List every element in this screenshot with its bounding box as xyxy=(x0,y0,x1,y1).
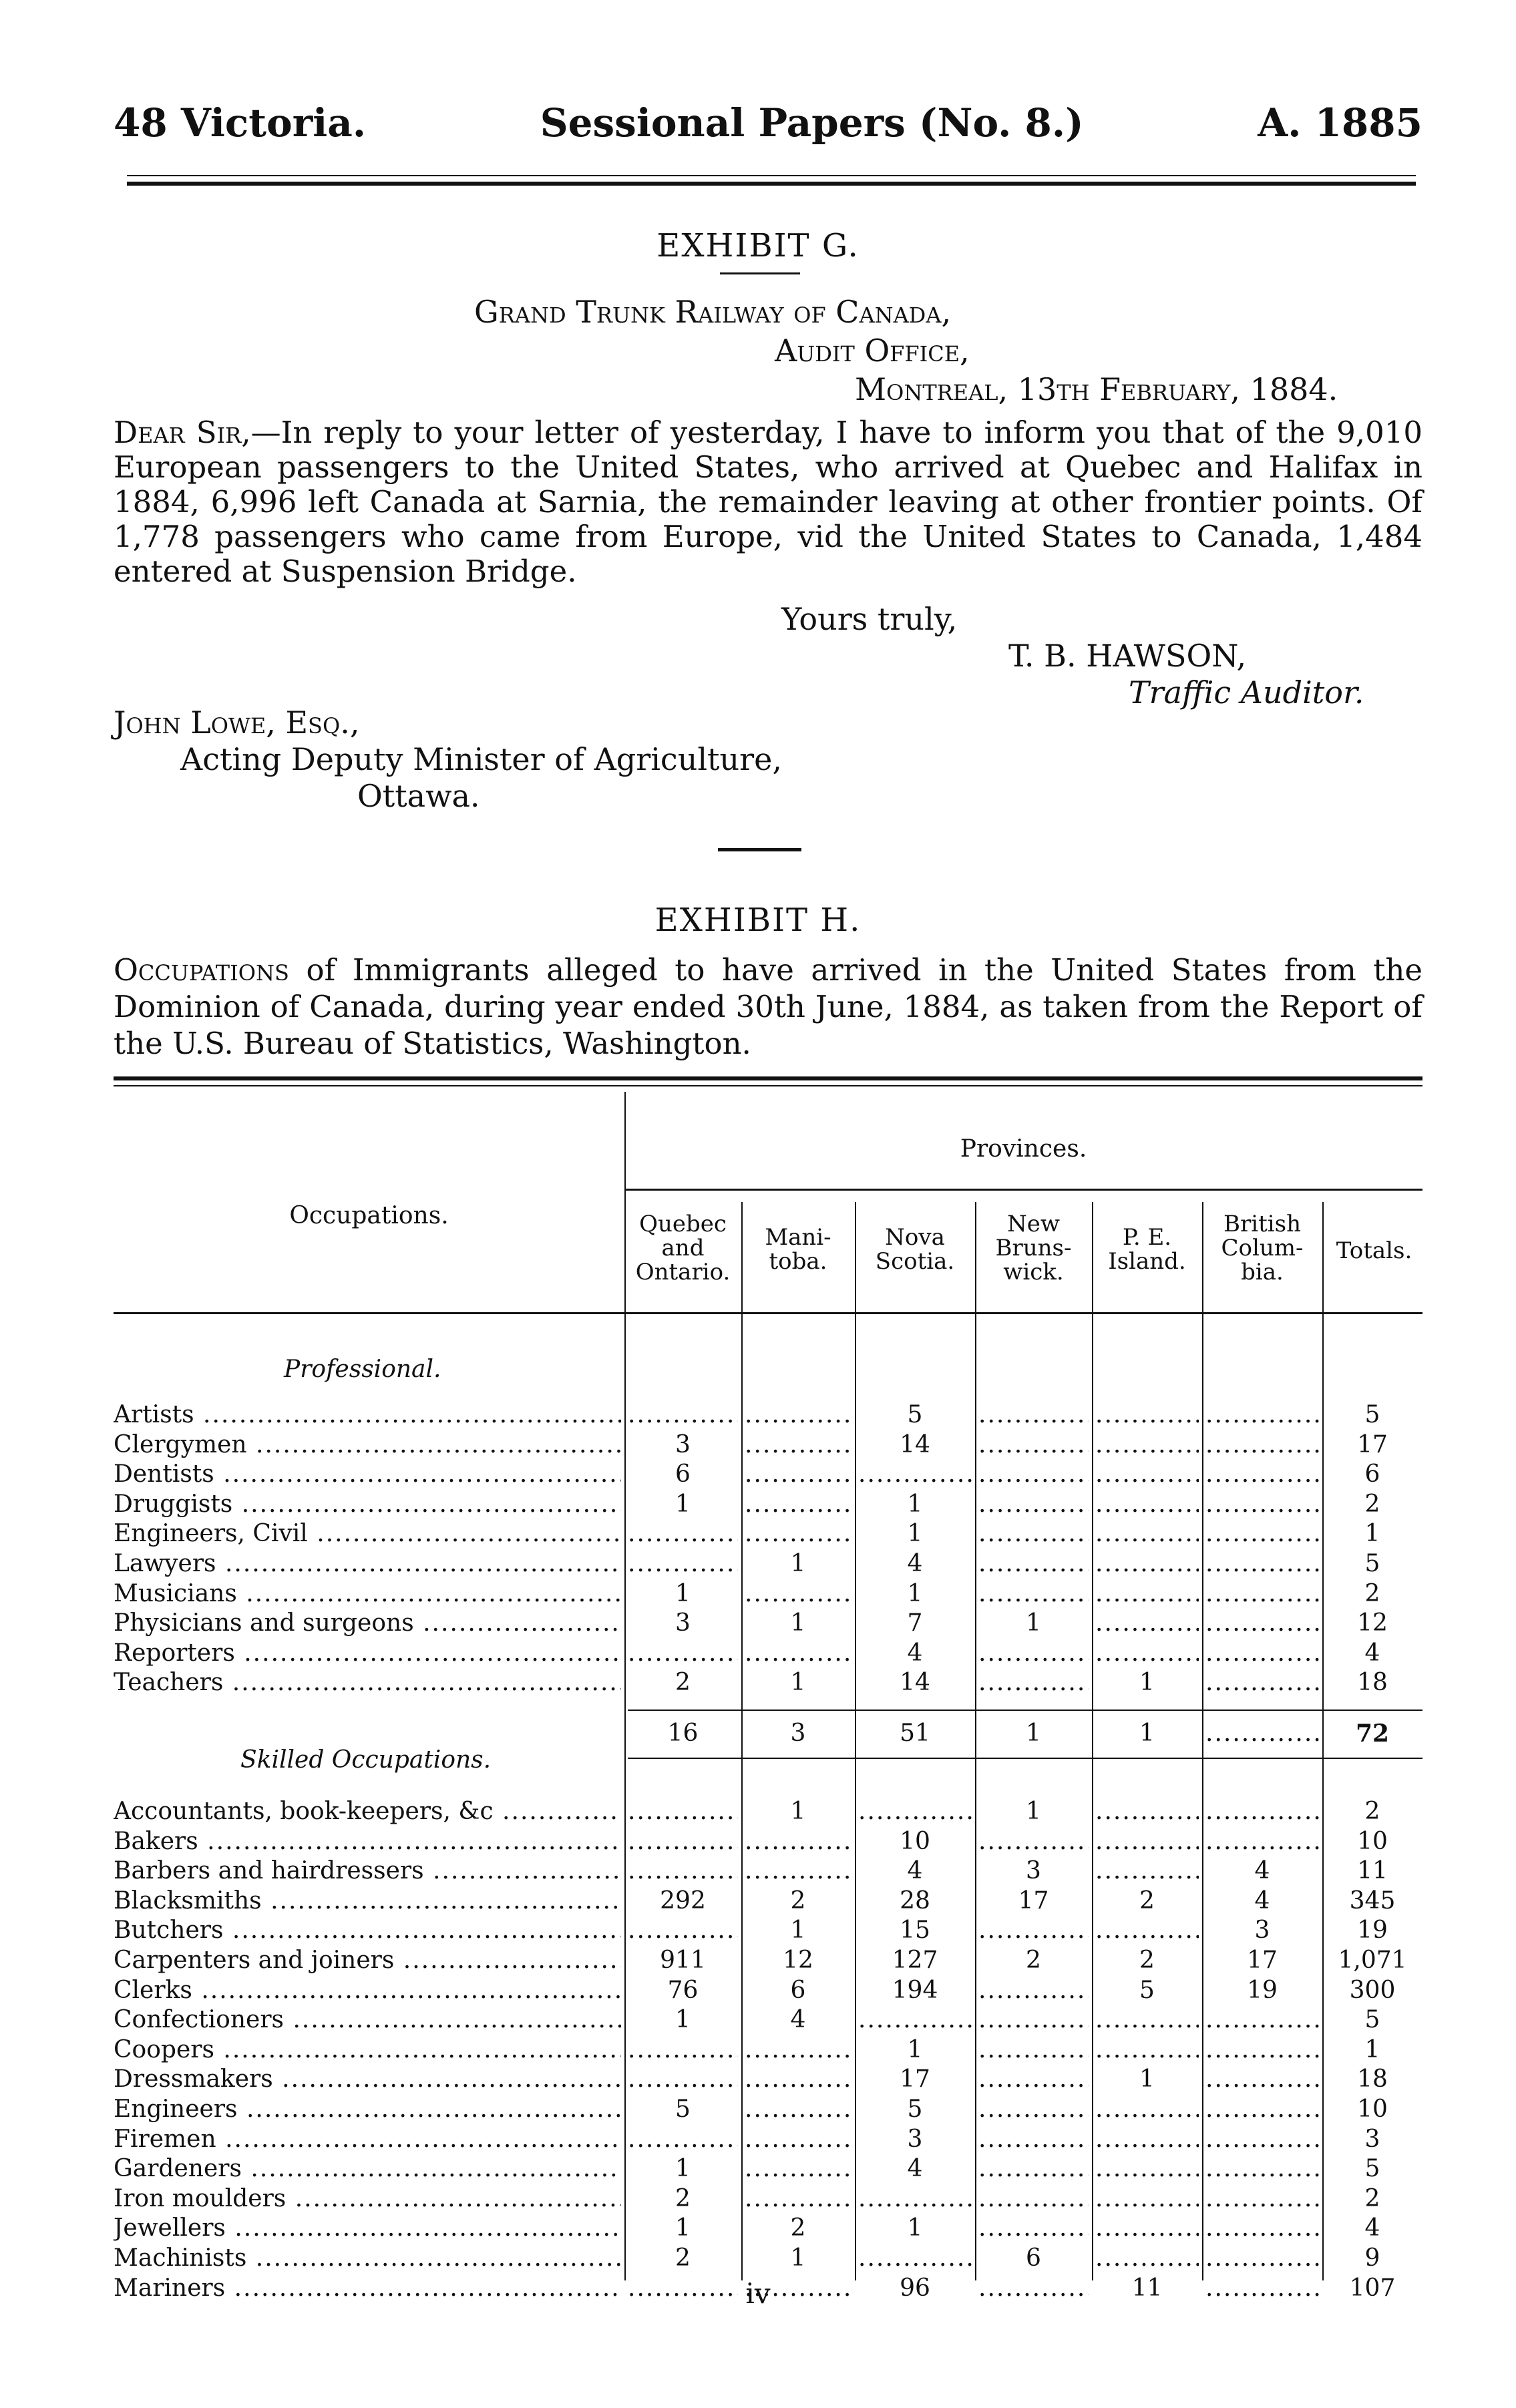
subtotal-cell: 16 xyxy=(667,1720,699,1747)
value-cell xyxy=(628,2036,738,2063)
table-row xyxy=(114,2095,1423,2125)
table-top-rule xyxy=(114,1076,1423,1080)
subtotal-row xyxy=(114,1720,1423,1749)
total-cell: 6 xyxy=(1364,1460,1380,1488)
value-cell xyxy=(628,1639,738,1667)
total-cell: 1,071 xyxy=(1338,1947,1407,1974)
table-row xyxy=(114,2126,1423,2155)
total-cell: 5 xyxy=(1364,2155,1380,2183)
subtotal-cell: 3 xyxy=(790,1720,806,1747)
value-cell xyxy=(1205,2185,1319,2212)
value-cell xyxy=(1205,1460,1319,1488)
value-cell: 3 xyxy=(675,1609,691,1637)
value-cell: 5 xyxy=(1139,1976,1155,2004)
value-cell xyxy=(978,2065,1089,2093)
letter-addressee-place: Ottawa. xyxy=(357,778,480,814)
letter-closing: Yours truly, xyxy=(781,601,958,637)
value-cell: 6 xyxy=(675,1460,691,1488)
value-cell xyxy=(745,1857,851,1884)
value-cell xyxy=(628,2065,738,2093)
occupation-name: Firemen ..... xyxy=(114,2126,621,2153)
letter-addressee-title: Acting Deputy Minister of Agriculture, xyxy=(180,741,782,777)
table-row xyxy=(114,1520,1423,1549)
value-cell: 5 xyxy=(907,2095,923,2123)
value-cell xyxy=(978,1669,1089,1696)
table-row xyxy=(114,1550,1423,1579)
occupation-name: Confectioners ..... xyxy=(114,2006,621,2033)
occupation-name: Machinists ..... xyxy=(114,2244,621,2272)
value-cell: 1 xyxy=(1139,1669,1155,1697)
table-row xyxy=(114,1977,1423,2006)
occupation-name: Blacksmiths ..... xyxy=(114,1887,621,1915)
value-cell xyxy=(978,1490,1089,1518)
value-cell: 2 xyxy=(790,1886,806,1915)
col-header-nova-scotia: Nova Scotia. xyxy=(875,1224,955,1275)
value-cell xyxy=(1205,1669,1319,1696)
value-cell xyxy=(1095,1917,1199,1944)
value-cell: 1 xyxy=(675,1490,691,1518)
table-row xyxy=(114,1401,1423,1430)
table-row xyxy=(114,2006,1423,2035)
occupation-name: Reporters ..... xyxy=(114,1639,621,1667)
table-row xyxy=(114,1887,1423,1917)
letter-body-text: —In reply to your letter of yesterday, I have to inform you that of the 9,010 European passengers to the United States, who arrived at Quebec and Halifax in 1884, 6,996 left Canada at Sarnia, the remainder leaving at other frontier points. Of 1,778 passengers who came from Europe, vid the United States to Canada, 1,484 entered at Suspension Bridge. xyxy=(114,415,1423,589)
value-cell xyxy=(1205,2244,1319,2272)
occupation-name: Physicians and surgeons ..... xyxy=(114,1609,621,1637)
value-cell xyxy=(978,1520,1089,1547)
total-cell: 345 xyxy=(1349,1886,1396,1915)
total-cell: 3 xyxy=(1364,2125,1380,2153)
value-cell xyxy=(978,1828,1089,1855)
total-cell: 5 xyxy=(1364,1550,1380,1577)
section-professional: Professional. xyxy=(284,1356,441,1383)
table-row xyxy=(114,1947,1423,1976)
value-cell xyxy=(1205,2126,1319,2153)
subtotal-cell: 72 xyxy=(1355,1720,1390,1748)
subtotal-cell xyxy=(1205,1720,1319,1747)
value-cell xyxy=(628,1401,738,1428)
value-cell xyxy=(978,1431,1089,1458)
value-cell xyxy=(1205,1520,1319,1547)
subtotal-cell: 1 xyxy=(1026,1720,1041,1747)
value-cell: 5 xyxy=(907,1401,923,1428)
occupation-name: Mariners ..... xyxy=(114,2274,621,2302)
value-cell xyxy=(978,1460,1089,1488)
value-cell xyxy=(1205,1639,1319,1667)
value-cell: 2 xyxy=(790,2214,806,2242)
value-cell: 2 xyxy=(1139,1947,1155,1974)
exhibit-h-title: EXHIBIT H. xyxy=(654,901,862,939)
total-cell: 10 xyxy=(1357,1827,1388,1855)
value-cell: 1 xyxy=(790,1550,806,1577)
value-cell: 4 xyxy=(1254,1886,1270,1915)
value-cell xyxy=(858,2185,972,2212)
occupation-name: Barbers and hairdressers ..... xyxy=(114,1857,621,1884)
section-divider xyxy=(718,848,801,851)
value-cell: 12 xyxy=(783,1947,813,1974)
value-cell xyxy=(978,2006,1089,2033)
total-cell: 4 xyxy=(1364,2214,1380,2242)
value-cell: 1 xyxy=(675,2006,691,2034)
value-cell xyxy=(1095,2036,1199,2063)
occupation-name: Coopers ..... xyxy=(114,2036,621,2063)
header-left: 48 Victoria. xyxy=(114,100,367,146)
subtotal-under-rule xyxy=(628,1758,1423,1759)
value-cell: 1 xyxy=(907,2035,923,2063)
occupation-name: Druggists ..... xyxy=(114,1490,621,1518)
value-cell: 1 xyxy=(1139,2065,1155,2093)
occupation-name: Musicians ..... xyxy=(114,1580,621,1607)
exhibit-h-intro-text: of Immigrants alleged to have arrived in the United States from the Dominion of Canada, during year ended 30th June, 1884, as taken from the Report of the U.S. Bureau of Statistics, Washington. xyxy=(114,952,1423,1061)
value-cell: 11 xyxy=(1131,2274,1163,2302)
col-header-manitoba: Mani-toba. xyxy=(765,1224,831,1275)
subtotal-cell: 1 xyxy=(1139,1720,1155,1747)
value-cell xyxy=(1095,2126,1199,2153)
total-cell: 1 xyxy=(1364,1520,1380,1548)
letter-sender-line2: Audit Office, xyxy=(775,333,970,369)
occupation-name: Bakers ..... xyxy=(114,1828,621,1855)
exhibit-h-intro-first: Occupations xyxy=(114,952,289,988)
value-cell: 2 xyxy=(675,1669,691,1697)
total-cell: 5 xyxy=(1364,1401,1380,1428)
total-cell: 18 xyxy=(1357,1669,1388,1697)
value-cell: 127 xyxy=(892,1947,938,1974)
value-cell xyxy=(1095,2006,1199,2033)
occupation-name: Iron moulders ..... xyxy=(114,2185,621,2212)
value-cell xyxy=(978,1401,1089,1428)
total-cell: 10 xyxy=(1357,2095,1388,2123)
total-cell: 1 xyxy=(1364,2035,1380,2063)
occupation-name: Lawyers ..... xyxy=(114,1550,621,1577)
letter-sender-line1: Grand Trunk Railway of Canada, xyxy=(474,294,952,330)
value-cell xyxy=(1095,2095,1199,2123)
table-row xyxy=(114,1431,1423,1460)
value-cell: 6 xyxy=(790,1976,806,2004)
value-cell xyxy=(1095,1550,1199,1577)
value-cell: 17 xyxy=(1018,1886,1049,1915)
value-cell xyxy=(1095,2185,1199,2212)
exhibit-h-intro xyxy=(114,952,1423,1062)
total-cell: 2 xyxy=(1364,1798,1380,1825)
value-cell: 2 xyxy=(675,2184,691,2212)
value-cell xyxy=(628,2126,738,2153)
value-cell xyxy=(978,2185,1089,2212)
table-row xyxy=(114,1917,1423,1946)
value-cell: 4 xyxy=(1254,1857,1270,1885)
table-row xyxy=(114,2185,1423,2214)
occupation-name: Clergymen ..... xyxy=(114,1431,621,1458)
value-cell: 1 xyxy=(907,1579,923,1607)
value-cell: 4 xyxy=(907,2155,923,2183)
value-cell xyxy=(1095,2214,1199,2242)
value-cell: 15 xyxy=(900,1917,930,1945)
value-cell xyxy=(628,1857,738,1884)
value-cell xyxy=(978,1550,1089,1577)
occupation-name: Jewellers ..... xyxy=(114,2214,621,2242)
value-cell xyxy=(1095,1401,1199,1428)
value-cell: 1 xyxy=(790,1798,806,1825)
col-header-bc: British Colum-bia. xyxy=(1221,1211,1304,1285)
value-cell xyxy=(745,1580,851,1607)
value-cell xyxy=(745,2126,851,2153)
table-row xyxy=(114,1639,1423,1669)
value-cell: 1 xyxy=(675,2214,691,2242)
value-cell xyxy=(1205,2036,1319,2063)
value-cell xyxy=(1205,1798,1319,1825)
header-bottom-rule xyxy=(114,1312,1423,1314)
total-cell: 17 xyxy=(1357,1430,1388,1458)
value-cell xyxy=(978,2126,1089,2153)
total-cell: 2 xyxy=(1364,2184,1380,2212)
total-cell: 2 xyxy=(1364,1490,1380,1518)
table-row xyxy=(114,2155,1423,2184)
value-cell xyxy=(745,1828,851,1855)
value-cell xyxy=(978,1639,1089,1667)
total-cell: 4 xyxy=(1364,1639,1380,1667)
occupation-name: Engineers ..... xyxy=(114,2095,621,2123)
occupation-name: Butchers ..... xyxy=(114,1917,621,1944)
value-cell xyxy=(858,2006,972,2033)
value-cell xyxy=(745,2095,851,2123)
occupation-name: Dressmakers ..... xyxy=(114,2065,621,2093)
letter-body xyxy=(114,415,1423,589)
value-cell xyxy=(1205,1580,1319,1607)
value-cell xyxy=(1095,1857,1199,1884)
value-cell: 3 xyxy=(907,2125,923,2153)
value-cell xyxy=(1205,1609,1319,1637)
value-cell: 7 xyxy=(907,1609,923,1637)
total-cell: 18 xyxy=(1357,2065,1388,2093)
value-cell: 194 xyxy=(892,1976,938,2004)
value-cell: 76 xyxy=(667,1976,699,2004)
value-cell xyxy=(1205,2006,1319,2033)
header-right: A. 1885 xyxy=(1258,100,1423,146)
occupation-name: Clerks ..... xyxy=(114,1977,621,2004)
value-cell xyxy=(1095,2244,1199,2272)
value-cell xyxy=(1095,1639,1199,1667)
total-cell: 11 xyxy=(1357,1857,1388,1885)
table-row xyxy=(114,1609,1423,1639)
value-cell: 2 xyxy=(1139,1886,1155,1915)
value-cell xyxy=(745,2185,851,2212)
value-cell xyxy=(745,1639,851,1667)
occupation-name: Artists ..... xyxy=(114,1401,621,1428)
value-cell: 1 xyxy=(907,1490,923,1518)
value-cell: 2 xyxy=(675,2244,691,2272)
running-head xyxy=(114,100,1423,154)
value-cell xyxy=(978,2214,1089,2242)
exhibit-g-title: EXHIBIT G. xyxy=(656,227,860,264)
value-cell xyxy=(858,1460,972,1488)
value-cell: 14 xyxy=(900,1430,930,1458)
table-row xyxy=(114,2214,1423,2244)
value-cell xyxy=(745,1401,851,1428)
occupations-label: Occupations. xyxy=(289,1202,449,1229)
exhibit-g-title-rule xyxy=(720,272,800,274)
total-cell: 19 xyxy=(1357,1917,1388,1945)
value-cell xyxy=(1205,1490,1319,1518)
value-cell xyxy=(1205,2065,1319,2093)
value-cell: 1 xyxy=(790,2244,806,2272)
letter-signer: T. B. HAWSON, xyxy=(1008,638,1247,674)
value-cell: 17 xyxy=(1247,1947,1278,1974)
subtotal-rule xyxy=(628,1710,1423,1711)
value-cell xyxy=(745,1460,851,1488)
table-row xyxy=(114,2244,1423,2274)
value-cell: 19 xyxy=(1247,1976,1278,2004)
value-cell xyxy=(858,2244,972,2272)
value-cell: 1 xyxy=(675,2155,691,2183)
value-cell xyxy=(1205,2214,1319,2242)
value-cell xyxy=(628,1798,738,1825)
occupation-name: Carpenters and joiners ..... xyxy=(114,1947,621,1974)
value-cell xyxy=(745,2065,851,2093)
value-cell xyxy=(978,2155,1089,2182)
table-row xyxy=(114,1828,1423,1857)
occupation-name: Accountants, book-keepers, &c ..... xyxy=(114,1798,621,1825)
table-row xyxy=(114,1460,1423,1490)
value-cell: 2 xyxy=(1026,1947,1041,1974)
provinces-rule xyxy=(624,1189,1423,1191)
value-cell xyxy=(628,1550,738,1577)
table-row xyxy=(114,2036,1423,2065)
value-cell xyxy=(1205,1431,1319,1458)
value-cell: 3 xyxy=(675,1430,691,1458)
table-row xyxy=(114,1490,1423,1520)
value-cell xyxy=(628,1917,738,1944)
occupation-name: Engineers, Civil ..... xyxy=(114,1520,621,1547)
total-cell: 9 xyxy=(1364,2244,1380,2272)
table-row xyxy=(114,1669,1423,1698)
value-cell: 1 xyxy=(790,1609,806,1637)
letter-signer-title: Traffic Auditor. xyxy=(1129,674,1364,711)
value-cell: 4 xyxy=(907,1857,923,1885)
header-rule-bottom xyxy=(127,182,1416,186)
value-cell xyxy=(858,1798,972,1825)
value-cell xyxy=(1095,1828,1199,1855)
occupation-name: Teachers ..... xyxy=(114,1669,621,1696)
table-top-rule-thin xyxy=(114,1085,1423,1086)
header-rule-top xyxy=(127,175,1416,176)
occupation-name: Gardeners ..... xyxy=(114,2155,621,2182)
header-center: Sessional Papers (No. 8.) xyxy=(540,100,1084,146)
value-cell: 28 xyxy=(900,1886,930,1915)
subtotal-cell: 51 xyxy=(900,1720,930,1747)
value-cell: 10 xyxy=(900,1827,930,1855)
value-cell xyxy=(1205,1550,1319,1577)
value-cell xyxy=(978,1917,1089,1944)
value-cell: 1 xyxy=(675,1579,691,1607)
value-cell: 5 xyxy=(675,2095,691,2123)
value-cell xyxy=(978,2095,1089,2123)
col-header-new-brunswick: New Bruns-wick. xyxy=(995,1211,1072,1285)
value-cell xyxy=(1095,1609,1199,1637)
section-skilled: Skilled Occupations. xyxy=(240,1746,492,1774)
value-cell xyxy=(1205,1401,1319,1428)
value-cell: 17 xyxy=(900,2065,930,2093)
value-cell xyxy=(1205,2155,1319,2182)
value-cell: 1 xyxy=(790,1669,806,1697)
value-cell xyxy=(628,1520,738,1547)
total-cell: 107 xyxy=(1349,2274,1396,2302)
value-cell: 3 xyxy=(1026,1857,1041,1885)
col-header-quebec: Quebec and Ontario. xyxy=(635,1211,731,1285)
value-cell: 14 xyxy=(900,1669,930,1697)
total-cell: 2 xyxy=(1364,1579,1380,1607)
value-cell: 96 xyxy=(900,2274,930,2302)
value-cell xyxy=(1095,1460,1199,1488)
value-cell: 4 xyxy=(790,2006,806,2034)
value-cell: 292 xyxy=(660,1886,706,1915)
value-cell xyxy=(1205,1828,1319,1855)
value-cell xyxy=(745,1490,851,1518)
col-header-pei: P. E. Island. xyxy=(1108,1224,1186,1275)
value-cell xyxy=(1095,1431,1199,1458)
value-cell: 1 xyxy=(790,1917,806,1945)
value-cell xyxy=(1095,1520,1199,1547)
total-cell: 5 xyxy=(1364,2006,1380,2034)
col-header-totals: Totals. xyxy=(1336,1237,1412,1264)
value-cell xyxy=(978,1977,1089,2004)
value-cell: 3 xyxy=(1254,1917,1270,1945)
letter-addressee-name: John Lowe, Esq., xyxy=(114,705,360,741)
value-cell xyxy=(978,2036,1089,2063)
total-cell: 300 xyxy=(1349,1976,1396,2004)
table-row xyxy=(114,1798,1423,1827)
total-cell: 12 xyxy=(1357,1609,1388,1637)
table-row xyxy=(114,2065,1423,2095)
occupation-name: Dentists ..... xyxy=(114,1460,621,1488)
letter-place-date xyxy=(855,371,1338,407)
value-cell: 1 xyxy=(1026,1798,1041,1825)
provinces-label: Provinces. xyxy=(960,1135,1087,1163)
value-cell xyxy=(978,1580,1089,1607)
page-folio: iv xyxy=(745,2277,771,2310)
value-cell: 4 xyxy=(907,1639,923,1667)
value-cell xyxy=(745,1520,851,1547)
place-date-text: Montreal, 13th February, 1884. xyxy=(855,371,1338,407)
value-cell: 4 xyxy=(907,1550,923,1577)
table-row xyxy=(114,1857,1423,1886)
value-cell: 911 xyxy=(660,1947,706,1974)
value-cell xyxy=(1095,1580,1199,1607)
value-cell xyxy=(1095,1798,1199,1825)
table-row xyxy=(114,1580,1423,1609)
value-cell xyxy=(745,2155,851,2182)
value-cell: 1 xyxy=(907,1520,923,1548)
value-cell: 1 xyxy=(1026,1609,1041,1637)
value-cell xyxy=(1205,2095,1319,2123)
value-cell xyxy=(745,2036,851,2063)
value-cell xyxy=(1095,2155,1199,2182)
value-cell xyxy=(628,1828,738,1855)
value-cell xyxy=(1095,1490,1199,1518)
value-cell xyxy=(745,1431,851,1458)
value-cell: 1 xyxy=(907,2214,923,2242)
value-cell: 6 xyxy=(1026,2244,1041,2272)
letter-salutation: Dear Sir, xyxy=(114,415,251,450)
